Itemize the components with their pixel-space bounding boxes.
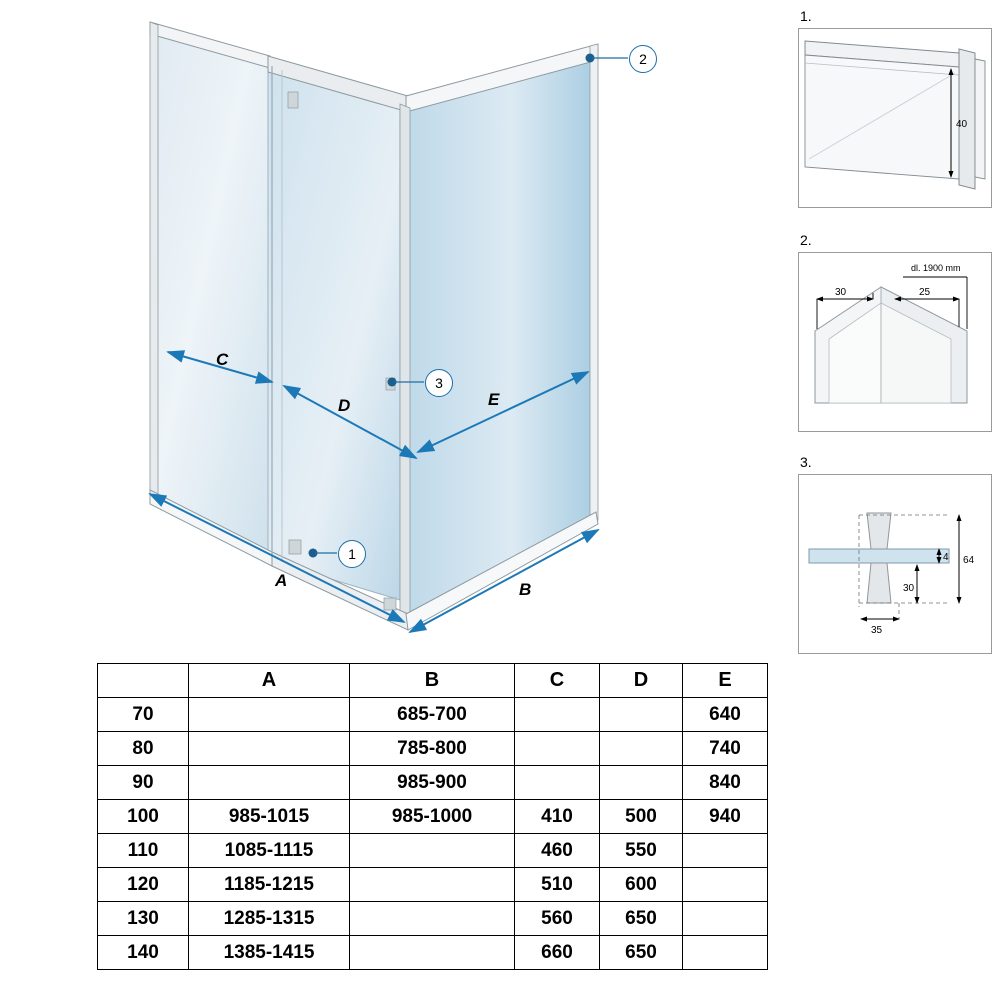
table-header-c: C [515, 664, 600, 698]
dimension-label-b: B [519, 580, 532, 599]
cell-c [515, 766, 600, 800]
table-row [98, 902, 768, 936]
size-table [97, 663, 768, 970]
svg-text:25: 25 [919, 287, 931, 298]
cell-e [683, 902, 768, 936]
dimension-label-d: D [338, 396, 351, 415]
cell-e [683, 868, 768, 902]
callout-marker-1[interactable]: 1 [338, 540, 366, 568]
cell-d: 650 [600, 902, 683, 936]
cell-e [683, 834, 768, 868]
detail-3-drawing [799, 475, 991, 653]
cell-c: 410 [515, 800, 600, 834]
svg-text:dl. 1900 mm: dl. 1900 mm [911, 263, 961, 273]
cell-size: 80 [98, 732, 189, 766]
detail-3-number: 3. [800, 454, 812, 470]
cell-b: 685-700 [350, 698, 515, 732]
svg-text:30: 30 [835, 287, 847, 298]
cell-b [350, 902, 515, 936]
cell-e: 940 [683, 800, 768, 834]
cell-d: 650 [600, 936, 683, 970]
cell-a [189, 732, 350, 766]
cell-b [350, 834, 515, 868]
dimension-label-a: A [275, 571, 288, 590]
cell-d [600, 732, 683, 766]
detail-2-number: 2. [800, 232, 812, 248]
cell-e: 640 [683, 698, 768, 732]
svg-text:4: 4 [943, 552, 949, 563]
table-row [98, 936, 768, 970]
cell-e [683, 936, 768, 970]
table-header-size [98, 664, 189, 698]
cell-a: 1185-1215 [189, 868, 350, 902]
svg-text:40: 40 [956, 119, 968, 130]
cell-size: 110 [98, 834, 189, 868]
cell-size: 140 [98, 936, 189, 970]
cell-a [189, 766, 350, 800]
detail-1-box [798, 28, 992, 208]
cell-c: 510 [515, 868, 600, 902]
table-header-row [98, 664, 768, 698]
table-row [98, 732, 768, 766]
cell-size: 70 [98, 698, 189, 732]
callout-marker-3[interactable]: 3 [425, 369, 453, 397]
cell-b: 785-800 [350, 732, 515, 766]
cell-d: 500 [600, 800, 683, 834]
cell-e: 840 [683, 766, 768, 800]
dimension-label-e: E [488, 390, 500, 409]
detail-1-drawing [799, 29, 991, 207]
cell-c: 660 [515, 936, 600, 970]
table-header-d: D [600, 664, 683, 698]
cell-size: 130 [98, 902, 189, 936]
cell-b [350, 936, 515, 970]
callout-marker-2[interactable]: 2 [629, 45, 657, 73]
table-row [98, 834, 768, 868]
table-row [98, 766, 768, 800]
cell-d: 600 [600, 868, 683, 902]
svg-text:64: 64 [963, 555, 975, 566]
cell-a: 1385-1415 [189, 936, 350, 970]
cell-size: 120 [98, 868, 189, 902]
cell-b: 985-900 [350, 766, 515, 800]
cell-a [189, 698, 350, 732]
table-header-a: A [189, 664, 350, 698]
table-header-b: B [350, 664, 515, 698]
cell-c [515, 698, 600, 732]
detail-3-box [798, 474, 992, 654]
cell-c [515, 732, 600, 766]
cell-size: 100 [98, 800, 189, 834]
cell-b [350, 868, 515, 902]
cell-d: 550 [600, 834, 683, 868]
cell-a: 1085-1115 [189, 834, 350, 868]
svg-text:30: 30 [903, 583, 915, 594]
cell-a: 985-1015 [189, 800, 350, 834]
cell-b: 985-1000 [350, 800, 515, 834]
svg-text:35: 35 [871, 625, 883, 636]
cell-d [600, 766, 683, 800]
table-row [98, 698, 768, 732]
cell-size: 90 [98, 766, 189, 800]
table-row [98, 800, 768, 834]
table-header-e: E [683, 664, 768, 698]
cell-c: 560 [515, 902, 600, 936]
cell-c: 460 [515, 834, 600, 868]
cell-d [600, 698, 683, 732]
detail-1-number: 1. [800, 8, 812, 24]
cell-a: 1285-1315 [189, 902, 350, 936]
cell-e: 740 [683, 732, 768, 766]
dimension-label-c: C [216, 350, 229, 369]
detail-2-drawing [799, 253, 991, 431]
detail-2-box [798, 252, 992, 432]
table-row [98, 868, 768, 902]
